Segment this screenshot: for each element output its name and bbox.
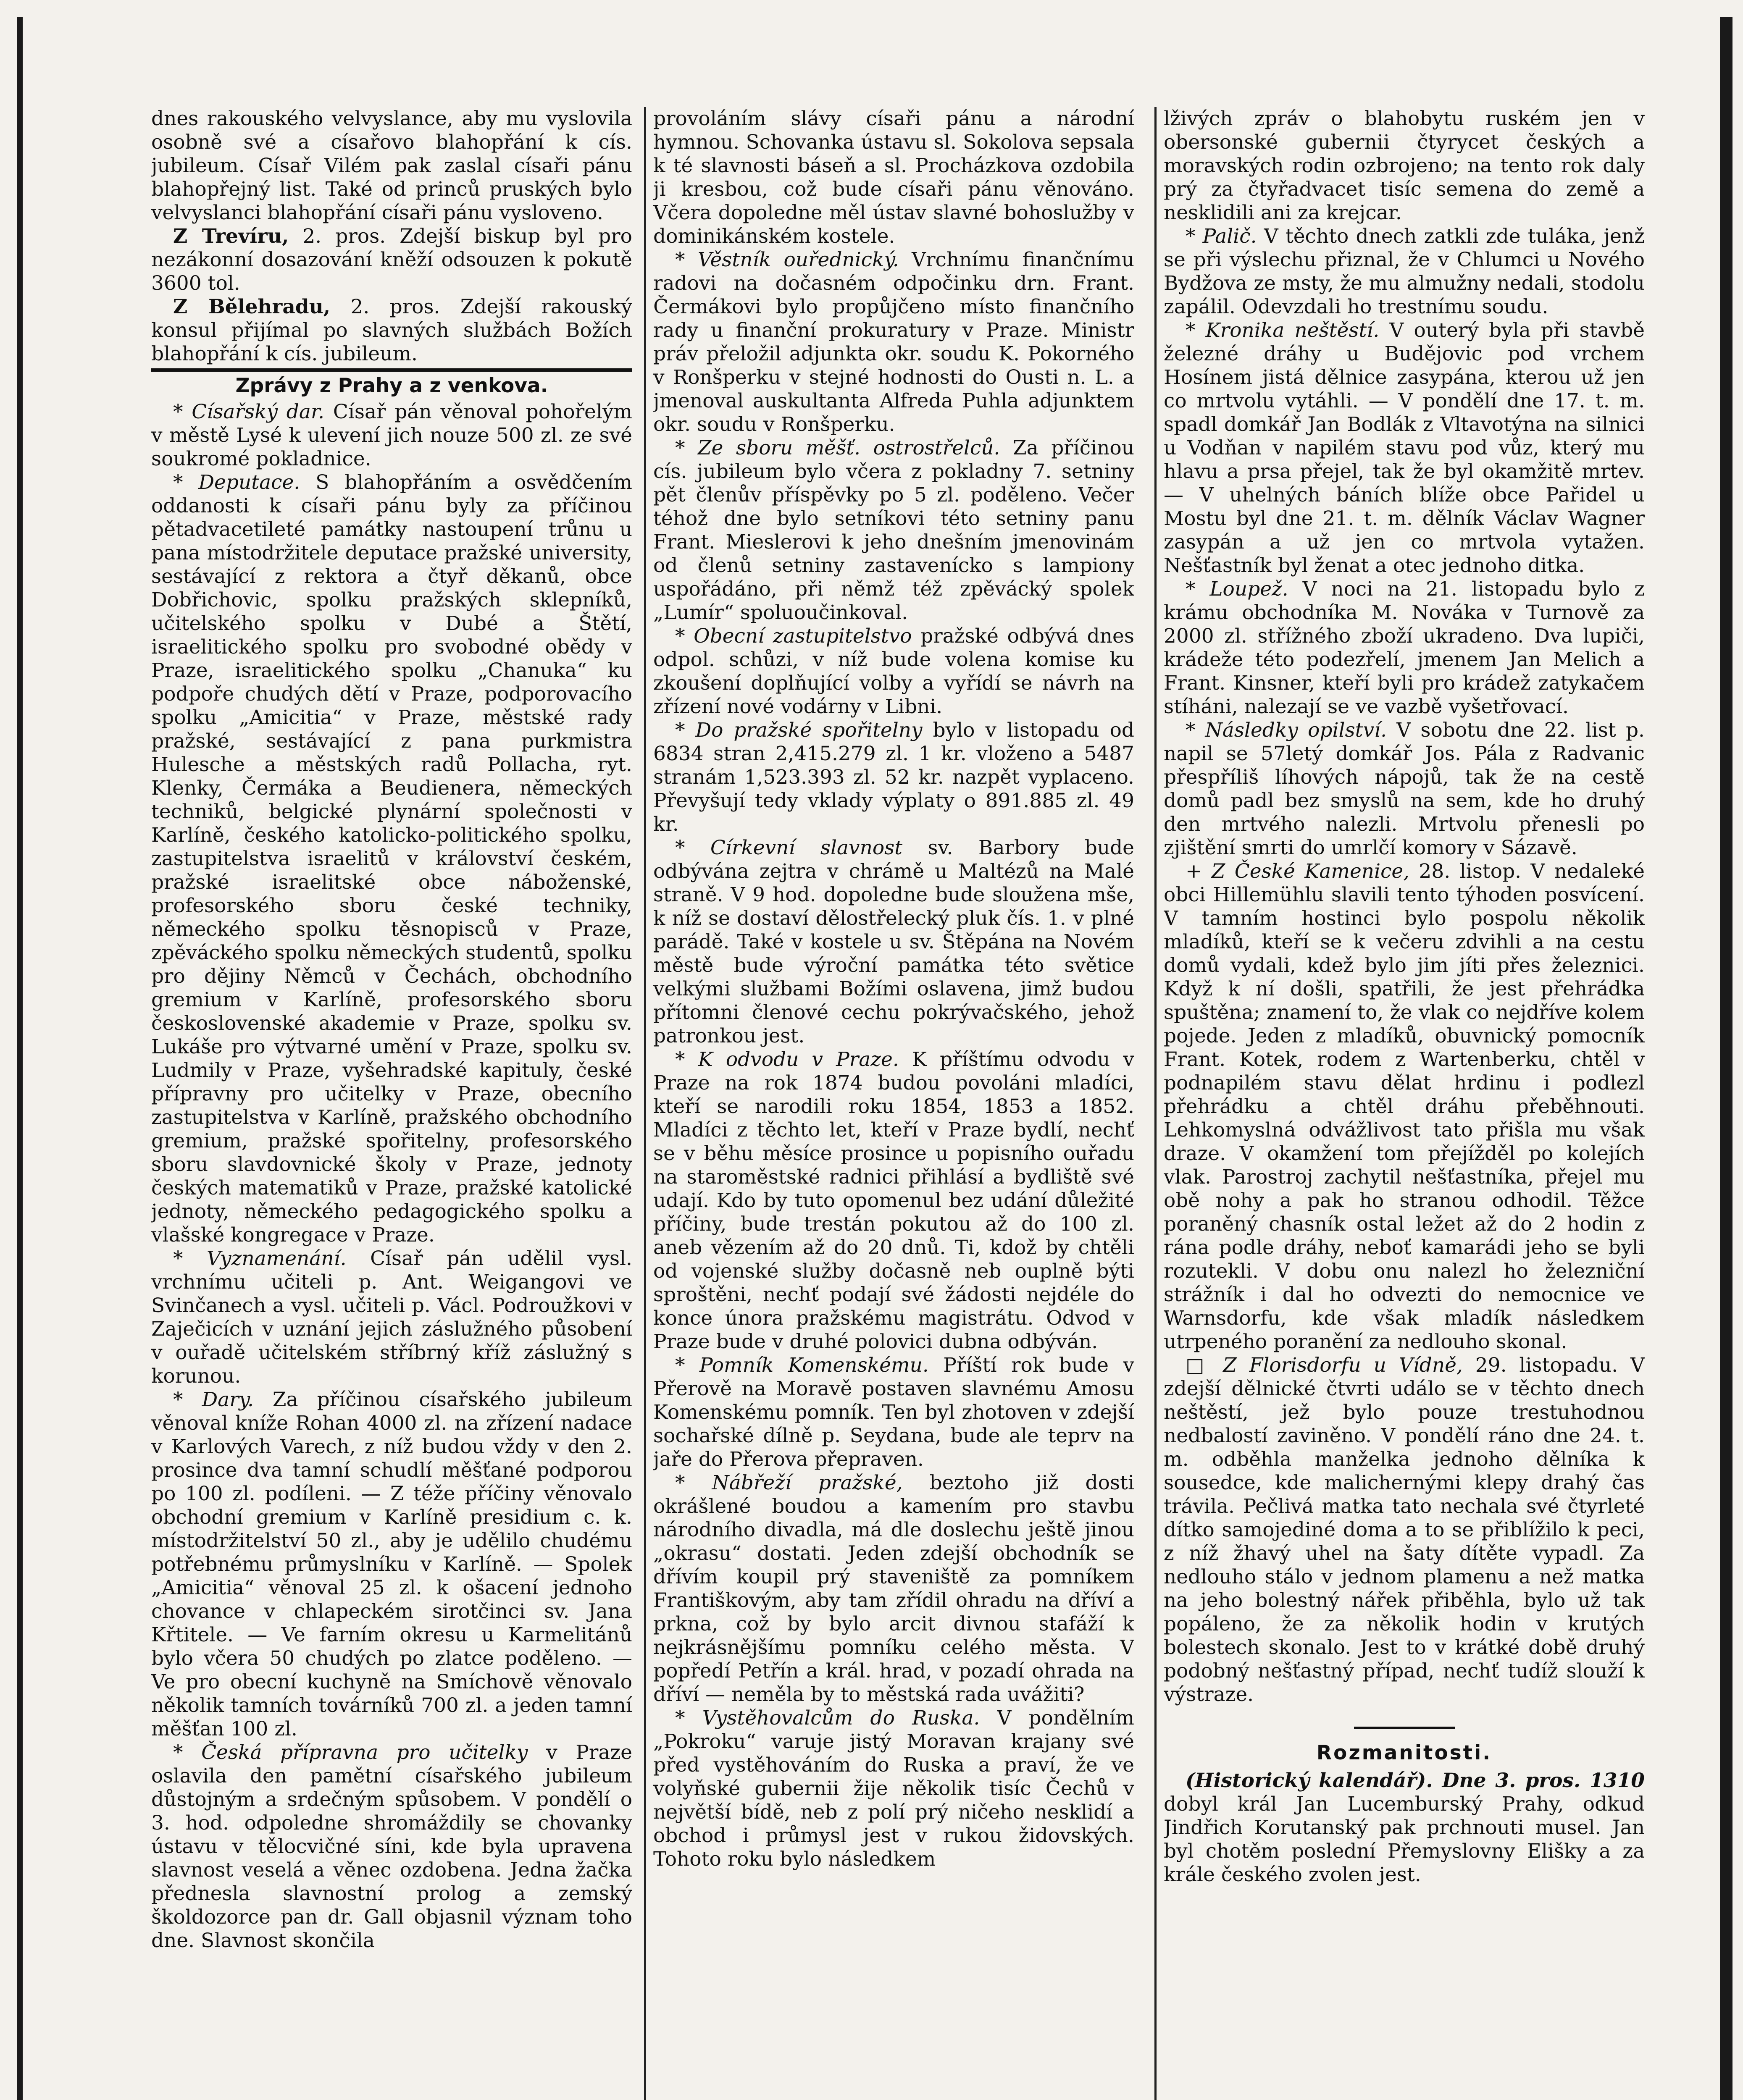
item-text: V sobotu dne 22. list p. napil se 57letý domkář Jos. Pála z Radvanic přespříliš líhových nápojů, tak že na cestě domů padl bez smyslů na sem, kde ho druhý den mrtvého nalezli. Mrtvolu přenesli po zjištění smrti do umrlčí komory v Sázavě.: [1164, 719, 1645, 859]
news-item: [653, 1471, 1134, 1706]
item-text: V pondělním „Pokroku“ varuje jistý Moravan krajany své před vystěhováním do Ruska a praví, že ve volyňské gubernii žije několik tisíc Čechů v největší bídě, neb z polí prý ničeho nesklidí a obchod i průmysl jest v rukou židovských. Tohoto roku bylo následkem: [653, 1706, 1134, 1871]
news-item: [653, 1706, 1134, 1871]
news-item: [1164, 319, 1645, 578]
item-text: Za příčinou cís. jubileum bylo včera z pokladny 7. setniny pět členův příspěvky po 5 zl. poděleno. Večer téhož dne bylo setníkovi této setniny panu Frant. Mieslerovi k jeho dnešním jmenovinám od členů setniny zastavenícko s lampiony uspořádáno, při němž též zpěvácký spolek „Lumír“ spoluoučinkoval.: [653, 436, 1134, 624]
item-text: S blahopřáním a osvědčením oddanosti k císaři pánu byly za příčinou pětadvacetileté památky nastoupení trůnu u pana místodržitele deputace pražské university, sestávající z rektora a čtyř děkanů, obce Dobřichovic, spolku pražských sklepníků, učitelského spolku v Dubé a Štětí, israelitického spolku pro svobodné obědy v Praze, israelitického spolku „Chanuka“ ku podpoře chudých dětí v Praze, podporovacího spolku „Amicitia“ v Praze, městské rady pražské, sestávající z pana purkmistra Hulesche a městských radů Pollacha, ryt. Klenky, Čermáka a Beudienera, německých techniků, belgické plynární společnosti v Karlíně, českého katolicko-politického spolku, zastupitelstva israelitů v království českém, pražské israelitské obce náboženské, profesorského sboru české techniky, německého spolku těsnopisců v Praze, zpěváckého spolku německých studentů, spolku pro dějiny Němců v Čechách, obchodního gremium v Karlíně, profesorského sboru československé akademie v Praze, spolku sv. Lukáše pro výtvarné umění v Praze, spolku sv. Ludmily v Praze, vyšehradské kapituly, české přípravny pro učitelky v Praze, obecního zastupitelstva v Karlíně, pražského obchodního gremium, pražské spořitelny, profesorského sboru slavdovnické školy v Praze, jednoty českých matematiků v Praze, pražské katolické jednoty, německého pedagogického spolku a vlašské kongregace v Praze.: [151, 471, 632, 1247]
news-item-belehrad: [151, 295, 632, 366]
item-text: Příští rok bude v Přerově na Moravě postaven slavnému Amosu Komenskému pomník. Ten byl zhotoven v zdejší sochařské dílně p. Seydana, bude ale teprv na jaře do Přerova přepraven.: [653, 1354, 1134, 1471]
item-title: * Pomník Komenskému.: [675, 1354, 929, 1377]
item-title: * Ze sboru měšť. ostrostřelců.: [675, 436, 1000, 459]
item-title: * Deputace.: [173, 471, 300, 494]
section-divider: [1354, 1727, 1455, 1729]
article-continuation: lživých zpráv o blahobytu ruském jen v obersonské gubernii čtyrycet českých a moravských rodin ozbrojeno; na tento rok daly prý za čtyřadvacet tisíc semena do země a nesklidili ani za krejcar.: [1164, 107, 1645, 224]
news-text: 2. pros. Zdejší rakouský konsul přijímal po slavných službách Božích blahopřání k cís. jubileum.: [151, 295, 632, 365]
news-item: [1164, 860, 1645, 1354]
item-title: * Obecní zastupitelstvo: [675, 625, 912, 648]
item-text: 29. listopadu. V zdejší dělnické čtvrti událo se v těchto dnech neštěstí, jež bylo pouze trestuhodnou nedbalostí zaviněno. V pondělí ráno dne 24. t. m. odběhla manželka jednoho dělníka k sousedce, kde malichernými klepy drahý čas trávila. Pečlivá matka tato nechala své čtyrleté dítko samojediné doma a to se přiblížilo k peci, z níž žhavý uhel na šaty dítěte vypadl. Za nedlouho stálo v jednom plamenu a než matka na jeho bolestný nářek přiběhla, bylo už tak popáleno, že za několik hodin v krutých bolestech skonalo. Jest to v krátké době druhý podobný nešťastný případ, nechť tudíž slouží k výstraze.: [1164, 1354, 1645, 1706]
item-text: K příštímu odvodu v Praze na rok 1874 budou povoláni mladíci, kteří se narodili roku 1854, 1853 a 1852. Mladíci z těchto let, kteří v Praze bydlí, nechť se v běhu měsíce prosince u popisního ouřadu na staroměstské radnici přihlásí a bydliště své udají. Kdo by tuto opomenul bez udání důležité příčiny, bude trestán pokutou až do 100 zl. aneb vězením až do 20 dnů. Ti, kdož by chtěli od vojenské služby dočasně neb ouplně býti sproštěni, nechť podají své žádosti nejdéle do konce února pražskému magistrátu. Odvod v Praze bude v druhé polovici dubna odbýván.: [653, 1048, 1134, 1353]
item-title: * Církevní slavnost: [675, 836, 903, 859]
news-item: [151, 400, 632, 471]
news-item: [151, 1388, 632, 1741]
item-title: * Česká přípravna pro učitelky: [173, 1741, 528, 1764]
news-item: [151, 1741, 632, 1953]
item-title: □ Z Florisdorfu u Vídně,: [1186, 1354, 1463, 1377]
item-title: * Do pražské spořitelny: [675, 719, 923, 742]
news-item: [653, 625, 1134, 719]
item-title: * Věstník ouřednický.: [675, 248, 899, 271]
item-text: Císař pán věnoval pohořelým v městě Lysé k ulevení jich nouze 500 zl. ze své soukromé pokladnice.: [151, 400, 632, 470]
news-item: [653, 1354, 1134, 1471]
column-1: [151, 107, 632, 2100]
news-item: [653, 719, 1134, 836]
news-text: 2. pros. Zdejší biskup byl pro nezákonní dosazování kněží odsouzen k pokutě 3600 tol.: [151, 225, 632, 295]
news-item: [1164, 1354, 1645, 1706]
news-item-trevir: [151, 225, 632, 295]
item-text: pražské odbývá dnes odpol. schůzi, v níž bude volena komise ku zkoušení doplňující volby a vyřídí se návrh na zřízení nové vodárny v Libni.: [653, 625, 1134, 718]
section-heading: Zprávy z Prahy a z venkova.: [151, 368, 632, 398]
item-text: sv. Barbory bude odbývána zejtra v chrámě u Maltézů na Malé straně. V 9 hod. dopoledne bude sloužena mše, k níž se dostaví dělostřelecký pluk čís. 1. v plné parádě. Také v kostele u sv. Štěpána na Novém městě bude výroční památka této světice velkými službami Božími oslavena, jimž budou přítomni členové cechu pokrývačského, jehož patronkou jest.: [653, 836, 1134, 1047]
column-2: [653, 107, 1134, 2100]
article-continuation: provoláním slávy císaři pánu a národní hymnou. Schovanka ústavu sl. Sokolova sepsala k té slavnosti báseň a sl. Procházkova ozdobila ji kresbou, což bude císaři pánu věnováno. Včera dopoledne měl ústav slavné bohoslužby v dominikánském kostele.: [653, 107, 1134, 248]
item-title: * Loupež.: [1186, 578, 1288, 601]
section-heading-rozmanitosti: Rozmanitosti.: [1316, 1741, 1492, 1764]
dateline: Z Trevíru,: [173, 225, 289, 248]
item-title: * Palič.: [1186, 225, 1257, 248]
column-rule-1: [644, 107, 646, 2100]
item-text: V outerý byla při stavbě železné dráhy u Budějovic pod vrchem Hosínem jistá dělnice zasypána, kterou už jen co mrtvolu vytáhli. — V pondělí dne 17. t. m. spadl domkář Jan Bodlák z Vltavotýna na silnici u Vodňan v napilém stavu pod vůz, který mu hlavu a prsa přejel, tak že byl okamžitě mrtev. — V uhelných báních blíže obce Pařidel u Mostu byl dne 21. t. m. dělník Václav Wagner zasypán a už jen co mrtvola vytažen. Nešťastník byl ženat a otec jednoho ditka.: [1164, 319, 1645, 577]
item-title: * Kronika neštěstí.: [1186, 319, 1380, 342]
item-text: 28. listop. V nedaleké obci Hillemühlu slavili tento týhoden posvícení. V tamním hostinci bylo pospolu několik mladíků, kteří se k večeru zdvihli a na cestu domů vydali, kdež bylo jim jíti přes železnici. Když k ní došli, spatřili, že jest přehrádka spuštěna; znamení to, že vlak co nejdříve kolem pojede. Jeden z mladíků, obuvnický pomocník Frant. Kotek, rodem z Wartenberku, chtěl v podnapilém stavu dělat hrdinu i podlezl přehrádku a chtěl dráhu přeběhnouti. Lehkomyslná odvážlivost tato přišla mu však draze. V okamžení tom přejížděl po kolejích vlak. Parostroj zachytil nešťastníka, přejel mu obě nohy a pak ho stranou odhodil. Těžce poraněný chasník ostal ležet až do 2 hodin z rána podle dráhy, neboť kamarádi jeho se byli rozutekli. V dobu onu nalezl ho železniční strážník i dal ho odvezti do nemocnice ve Warnsdorfu, kde však mladík následkem utrpeného poranění za nedlouho skonal.: [1164, 860, 1645, 1353]
news-item: [1164, 1769, 1645, 1887]
item-text: Císař pán udělil vysl. vrchnímu učiteli p. Ant. Weigangovi ve Svinčanech a vysl. učiteli p. Václ. Podroužkovi v Zaječicích v uznání jejich záslužného působení v ouřadě učitelském stříbrný kříž záslužný s korunou.: [151, 1247, 632, 1388]
item-text: Za příčinou císařského jubileum věnoval kníže Rohan 4000 zl. na zřízení nadace v Karlových Varech, z níž budou vždy v den 2. prosince dva tamní schudlí měšťané podporou po 100 zl. podíleni. — Z téže příčiny věnovalo obchodní gremium v Karlíně presidium c. k. místodržitelství 50 zl., aby je udělilo chudému potřebnému průmyslníku v Karlíně. — Spolek „Amicitia“ věnoval 25 zl. k ošacení jednoho chovance v chlapeckém sirotčinci sv. Jana Křtitele. — Ve farním okresu u Karmelitánů bylo včera 50 chudých po zlatce poděleno. — Ve pro obecní kuchyně na Smíchově věnovalo několik tamních továrníků 700 zl. a jeden tamní měšťan 100 zl.: [151, 1388, 632, 1740]
item-title: (Historický kalendář). Dne 3. pros. 1310: [1186, 1769, 1645, 1792]
article-continuation: dnes rakouského velvyslance, aby mu vyslovila osobně své a císařovo blahopřání k cís. jubileum. Císař Vilém pak zaslal císaři pánu blahopřejný list. Také od princů pruských bylo velvyslanci blahopřání císaři pánu vysloveno.: [151, 107, 632, 224]
item-title: * Následky opilství.: [1186, 719, 1387, 742]
item-text: V těchto dnech zatkli zde tuláka, jenž se při výslechu přiznal, že v Chlumci u Nového Bydžova ze msty, že mu almužny nedali, stodolu zapálil. Odevzdali ho trestnímu soudu.: [1164, 225, 1645, 318]
news-item: [653, 836, 1134, 1048]
column-rule-2: [1154, 107, 1157, 2100]
news-item: [1164, 719, 1645, 860]
item-title: * Císařský dar.: [173, 400, 325, 423]
news-item: [151, 471, 632, 1247]
news-item: [653, 248, 1134, 436]
item-text: v Praze oslavila den pamětní císařského jubileum důstojným a srdečným spůsobem. V pondělí o 3. hod. odpoledne shromáždily se chovanky ústavu v tělocvičné síni, kde byla upravena slavnost veselá a věnec ozdobena. Jedna žačka přednesla slavnostní prolog a zemský školdozorce pan dr. Gall objasnil význam toho dne. Slavnost skončila: [151, 1741, 632, 1952]
dateline: Z Bělehradu,: [173, 295, 331, 318]
item-title: * K odvodu v Praze.: [675, 1048, 899, 1071]
item-text: dobyl král Jan Lucemburský Prahy, odkud Jindřich Korutanský pak prchnouti musel. Jan byl chotěm poslední Přemyslovny Elišky a za krále českého zvolen jest.: [1164, 1793, 1645, 1886]
news-item: [653, 436, 1134, 625]
item-text: Vrchnímu finančnímu radovi na dočasném odpočinku drn. Frant. Čermákovi bylo propůjčeno místo finančního rady u finanční prokuratury v Praze. Ministr práv přeložil adjunkta okr. soudu K. Pokorného v Ronšperku v stejné hodnosti do Ousti n. L. a jmenoval auskultanta Alfreda Puhla adjunktem okr. soudu v Ronšperku.: [653, 248, 1134, 436]
item-title: * Vyznamenání.: [173, 1247, 347, 1270]
item-title: * Nábřeží pražské,: [675, 1471, 903, 1494]
item-title: * Vystěhovalcům do Ruska.: [675, 1706, 980, 1730]
news-item: [1164, 225, 1645, 319]
news-item: [1164, 578, 1645, 719]
item-text: bylo v listopadu od 6834 stran 2,415.279 zl. 1 kr. vloženo a 5487 stranám 1,523.393 zl. 52 kr. nazpět vyplaceno. Převyšují tedy vklady výplaty o 891.885 zl. 49 kr.: [653, 719, 1134, 836]
news-item: [653, 1048, 1134, 1354]
news-item: [151, 1247, 632, 1388]
item-title: + Z České Kamenice,: [1186, 860, 1410, 883]
item-text: V noci na 21. listopadu bylo z krámu obchodníka M. Nováka v Turnově za 2000 zl. střížného zboží ukradeno. Dva lupiči, krádeže této podezřelí, jmenem Jan Melich a Frant. Kinsner, kteří byli pro krádež zatykačem stíháni, nalezají se ve vazbě vyšetřovací.: [1164, 578, 1645, 718]
item-text: beztoho již dosti okrášlené boudou a kamením pro stavbu národního divadla, má dle doslechu ještě jinou „okrasu“ dostati. Jeden zdejší obchodník se dřívím koupil prý staveniště za pomníkem Františkovým, aby tam zřídil ohradu na dříví a prkna, což by bylo arcit divnou stafáží k nejkrásnějšímu pomníku celého města. V popředí Petřín a král. hrad, v pozadí ohrada na dříví — neměla by to městská rada uvážiti?: [653, 1471, 1134, 1706]
column-3: [1164, 107, 1645, 2100]
item-title: * Dary.: [173, 1388, 254, 1411]
